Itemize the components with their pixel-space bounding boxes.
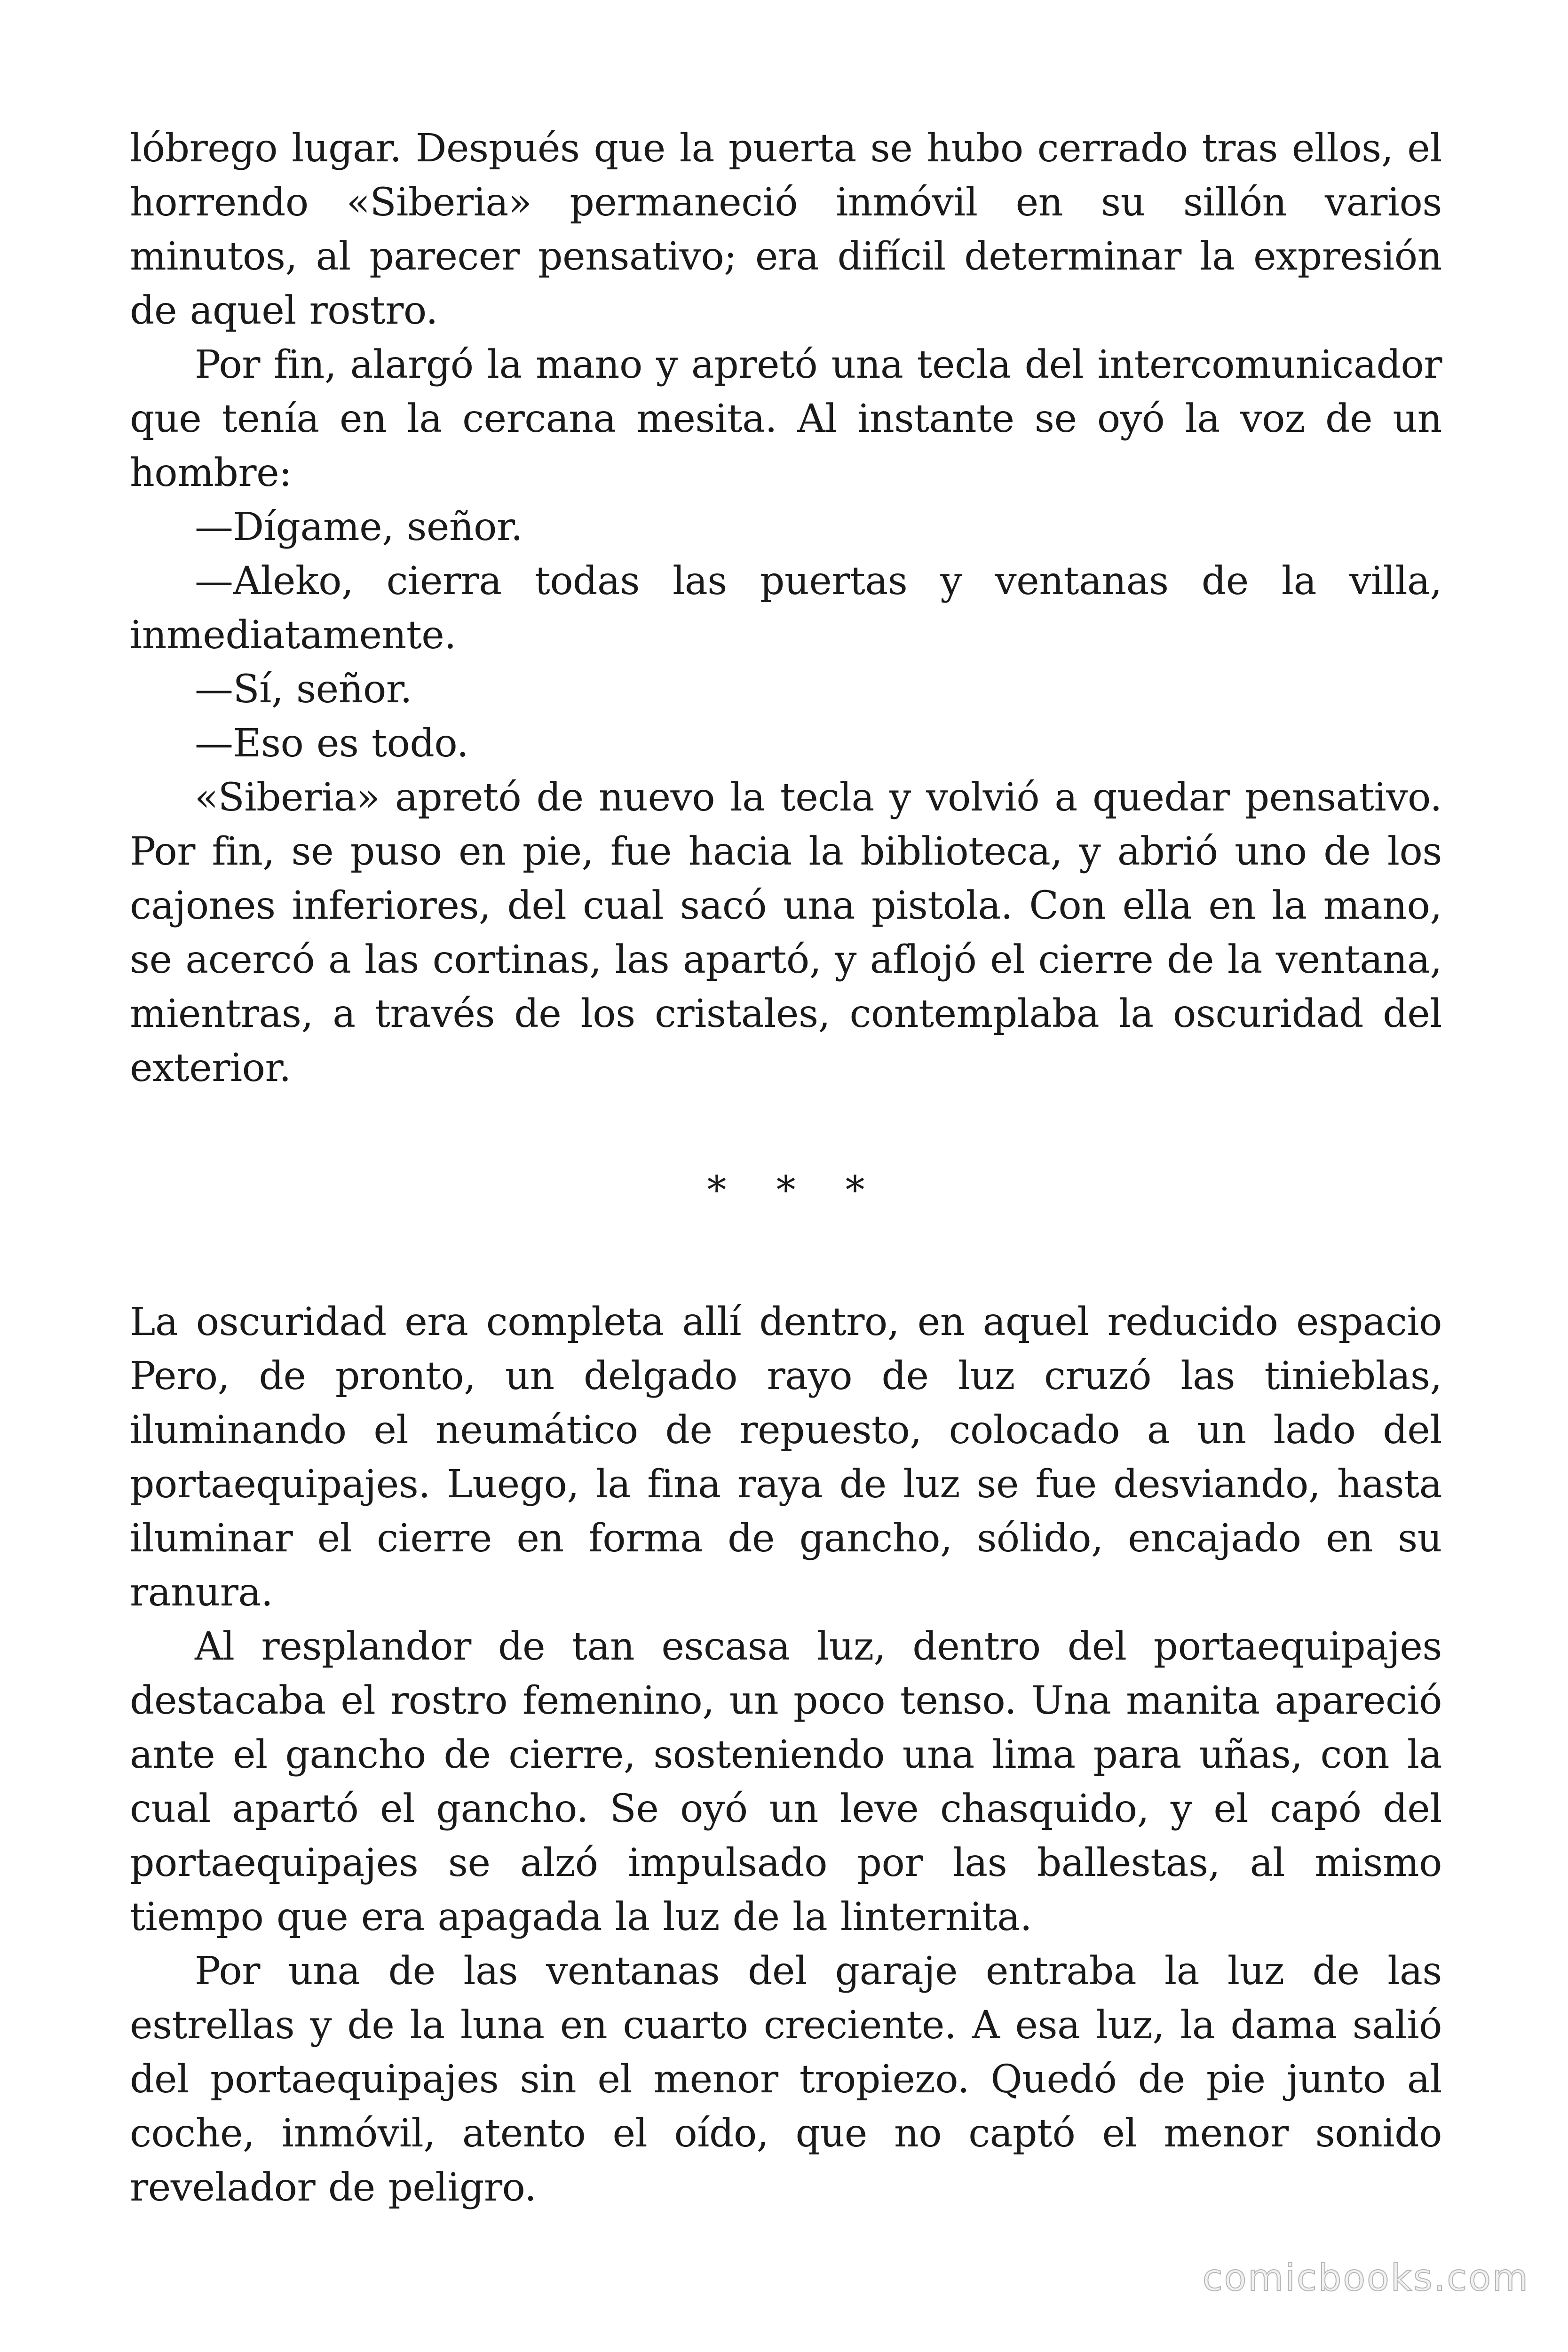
dialogue-line: —Sí, señor.: [195, 667, 412, 712]
watermark-text: comicbooks.com: [1202, 2257, 1529, 2299]
paragraph: Por una de las ventanas del garaje entraba la luz de las estrellas y de la luna en cuarto creciente. A esa luz, la dama salió del portaequipajes sin el menor tropiezo. Quedó de pie junto al coche, inmóvil, atento el oído, que no captó el menor sonido revelador de peligro.: [130, 1949, 1442, 2210]
paragraph: lóbrego lugar. Después que la puerta se hubo cerrado tras ellos, el horrendo «Siberia» permaneció inmóvil en su sillón varios minutos, al parecer pensativo; era difícil determinar la expresión de aquel rostro.: [130, 126, 1442, 333]
paragraph: Al resplandor de tan escasa luz, dentro del portaequipajes destacaba el rostro femenino, un poco tenso. Una manita apareció ante el gancho de cierre, sosteniendo una lima para uñas, con la cual apartó el gancho. Se oyó un leve chasquido, y el capó del portaequipajes se alzó impulsado por las ballestas, al mismo tiempo que era apagada la luz de la linternita.: [130, 1624, 1442, 1939]
dialogue-line: —Eso es todo.: [195, 721, 469, 766]
page-text-body: [130, 121, 1442, 2215]
dialogue-line: —Dígame, señor.: [195, 505, 523, 549]
dialogue-line: —Aleko, cierra todas las puertas y ventanas de la villa, inmediatamente.: [130, 559, 1442, 658]
section-break: * * *: [707, 1168, 884, 1213]
text-block-top: [130, 121, 1442, 1095]
paragraph: Por fin, alargó la mano y apretó una tecla del intercomunicador que tenía en la cercana mesita. Al instante se oyó la voz de un hombre:: [130, 342, 1442, 495]
text-block-bottom: [130, 1295, 1442, 2215]
paragraph: «Siberia» apretó de nuevo la tecla y volvió a quedar pensativo. Por fin, se puso en pie, fue hacia la biblioteca, y abrió uno de los cajones inferiores, del cual sacó una pistola. Con ella en la mano, se acercó a las cortinas, las apartó, y aflojó el cierre de la ventana, mientras, a través de los cristales, contemplaba la oscuridad del exterior.: [130, 775, 1442, 1090]
paragraph: La oscuridad era completa allí dentro, en aquel reducido espacio Pero, de pronto, un delgado rayo de luz cruzó las tinieblas, iluminando el neumático de repuesto, colocado a un lado del portaequipajes. Luego, la fina raya de luz se fue desviando, hasta iluminar el cierre en forma de gancho, sólido, encajado en su ranura.: [130, 1300, 1442, 1615]
